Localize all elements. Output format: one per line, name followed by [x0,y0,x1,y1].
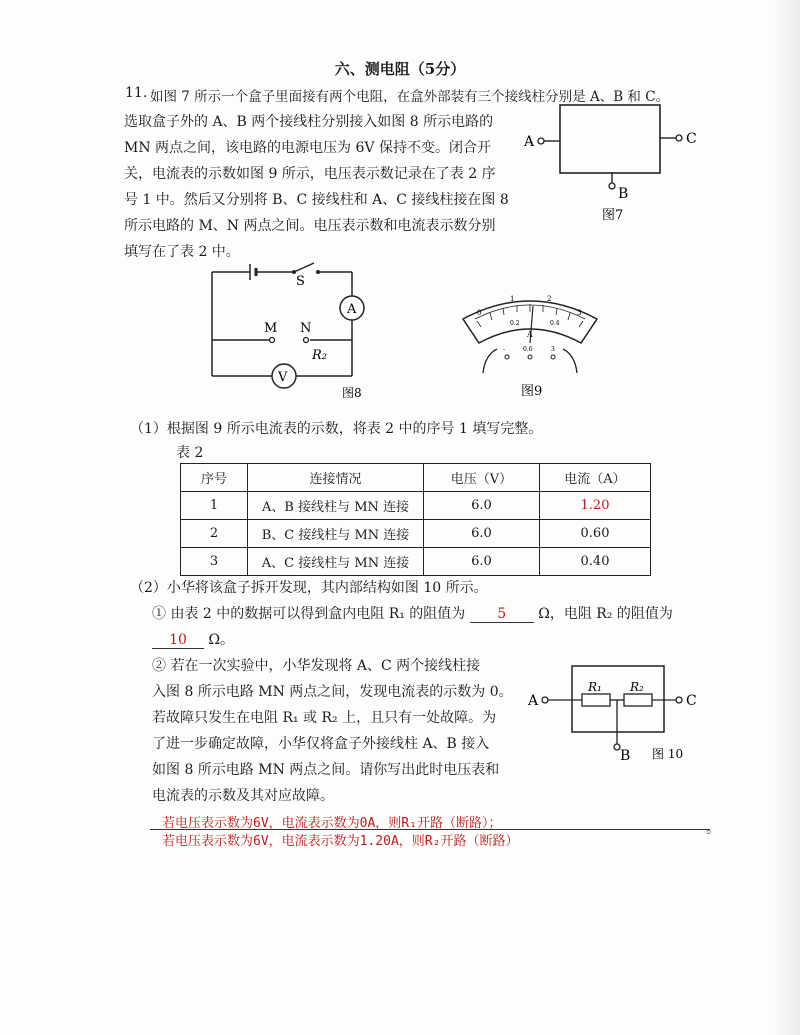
dial-small-04: 0.4 [550,320,560,327]
table-row [181,520,651,548]
dial-tick-2: 2 [547,295,552,303]
q2a-mid: Ω，电阻 R₂ 的阻值为 [538,606,673,622]
cell: 3 [181,548,248,576]
intro-line-1: 如图 7 所示一个盒子里面接有两个电阻，在盒外部装有三个接线柱分别是 A、B 和 C。 [150,89,670,105]
q2b-line-4: 了进一步确定故障，小华仅将盒子外接线柱 A、B 接入 [152,736,490,752]
q2a-post: Ω。 [208,632,235,648]
cell: 6.0 [424,520,540,548]
dial-tick-0: 0 [477,309,482,317]
answer-end-mark: 。 [706,821,720,837]
fig10-label-r1: R₁ [588,680,602,694]
answer-line-2: 若电压表示数为6V，电流表示数为1.20A，则R₂开路（断路） [162,834,519,849]
cell: 6.0 [424,548,540,576]
answer-r2: 10 [169,632,187,648]
ammeter-label: A [347,302,357,317]
question-1-text: （1）根据图 9 所示电流表的示数，将表 2 中的序号 1 填写完整。 [130,421,543,437]
answer-blank-r1 [470,606,534,623]
fig7-label-c: C [686,131,697,147]
section-title: 六、测电阻（5分） [334,60,466,78]
answer-blank-r2 [152,632,204,649]
resistor-r2 [624,694,652,706]
q2b-line-5: 如图 8 所示电路 MN 两点之间。请你写出此时电压表和 [152,762,500,778]
cell: 0.60 [540,520,651,548]
cell: 1 [181,492,248,520]
question-2a-line-2 [152,629,234,649]
n-label: N [300,321,312,336]
fig10-label-r2: R₂ [630,680,644,694]
fig10-label-b: B [620,748,631,764]
fig7-label-a: A [524,134,535,150]
dial-tick-1: 1 [510,295,515,303]
switch-lever [294,263,314,272]
table-caption: 表 2 [176,445,204,461]
fig9-caption: 图9 [521,384,543,399]
cell-answer: 1.20 [540,492,651,520]
cell: A、B 接线柱与 MN 连接 [248,492,424,520]
fig10-label-a: A [528,693,539,709]
q2b-line-2: 入图 8 所示电路 MN 两点之间，发现电流表的示数为 0。 [152,684,513,700]
resistor-r1 [582,694,610,706]
figure-8-circuit [200,258,380,398]
question-number: 11. [125,85,148,101]
dial-unit: A [527,330,533,339]
fig10-label-c: C [686,693,697,709]
intro-line-7: 填写在了表 2 中。 [124,244,240,260]
m-label: M [264,321,278,336]
q2b-line-1: ② 若在一次实验中，小华发现将 A、C 两个接线柱接 [152,658,481,674]
voltmeter-label: V [278,370,288,385]
cell: 2 [181,520,248,548]
table-row [181,492,651,520]
col-header-index: 序号 [181,464,248,492]
terminal-minus: - [503,346,506,353]
question-2a-line-1 [152,603,673,623]
figure-7-box-diagram [520,100,720,230]
col-header-voltage: 电压（V） [424,464,540,492]
intro-line-6: 所示电路的 M、N 两点之间。电压表示数和电流表示数分别 [124,218,496,234]
q2b-line-3: 若故障只发生在电阻 R₁ 或 R₂ 上，且只有一处故障。为 [152,710,497,726]
intro-line-4: 关，电流表的示数如图 9 所示，电压表示数记录在了表 2 序 [124,166,496,182]
dial-ticks [477,304,583,327]
cell: A、C 接线柱与 MN 连接 [248,548,424,576]
cell: B、C 接线柱与 MN 连接 [248,520,424,548]
switch-label: S [296,274,305,289]
question-2-text: （2）小华将该盒子拆开发现，其内部结构如图 10 所示。 [130,580,488,596]
answer-r1: 5 [497,606,507,622]
intro-line-2: 选取盒子外的 A、B 两个接线柱分别接入如图 8 所示电路的 [124,114,494,130]
terminal-06: 0.6 [523,346,533,353]
dial-small-02: 0.2 [510,320,520,327]
fig10-caption: 图 10 [652,747,684,761]
fig7-label-b: B [618,186,629,202]
table-row [181,548,651,576]
col-header-current: 电流（A） [540,464,651,492]
answer-line-1: 若电压表示数为6V，电流表示数为0A，则R₁开路（断路）； [162,816,502,831]
col-header-connection: 连接情况 [248,464,424,492]
data-table [180,463,651,576]
cell: 6.0 [424,492,540,520]
page-edge-shadow [772,0,800,1035]
cell: 0.40 [540,548,651,576]
terminal-3: 3 [551,346,555,353]
table-header-row [181,464,651,492]
r2-label: R₂ [312,348,327,363]
q2b-line-6: 电流表的示数及其对应故障。 [152,788,334,804]
q2a-pre: ① 由表 2 中的数据可以得到盒内电阻 R₁ 的阻值为 [152,606,466,622]
intro-line-5: 号 1 中。然后又分别将 B、C 接线柱和 A、C 接线柱接在图 8 [124,192,509,208]
intro-line-3: MN 两点之间，该电路的电源电压为 6V 保持不变。闭合开 [124,140,491,156]
figure-9-ammeter-dial [455,285,605,400]
fig8-caption: 图8 [342,386,362,398]
fig7-caption: 图7 [602,208,624,223]
figure-10-internal-structure [520,660,700,770]
dial-tick-3: 3 [577,309,582,317]
